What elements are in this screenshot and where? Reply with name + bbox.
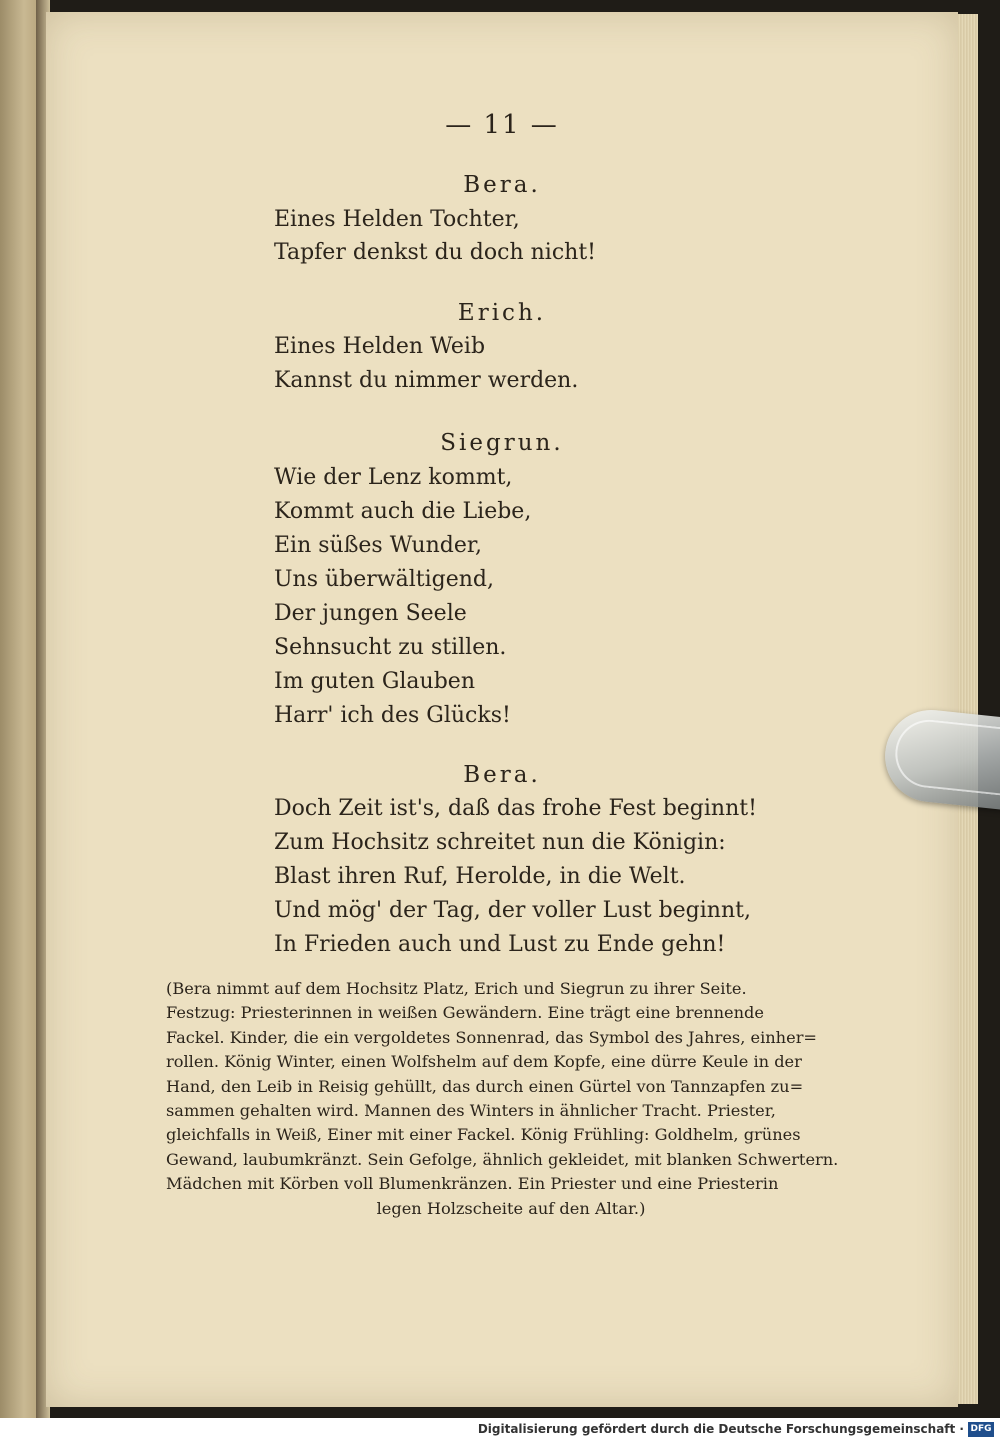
stage-direction-line: Fackel. Kinder, die ein vergoldetes Sonnenrad, das Symbol des Jahres, einher= — [166, 1027, 817, 1047]
verse-line: Kannst du nimmer werden. — [274, 368, 579, 393]
verse-line: In Frieden auch und Lust zu Ende gehn! — [274, 932, 726, 957]
stage-direction-line: gleichfalls in Weiß, Einer mit einer Fackel. König Frühling: Goldhelm, grünes — [166, 1125, 801, 1145]
verse-line: Im guten Glauben — [274, 669, 475, 694]
verse-line: Blast ihren Ruf, Herolde, in die Welt. — [274, 864, 686, 889]
verse-line: Kommt auch die Liebe, — [274, 499, 532, 524]
stage-direction-line: legen Holzscheite auf den Altar.) — [376, 1198, 646, 1218]
digitization-footer — [0, 1418, 1000, 1442]
verse-line: Zum Hochsitz schreitet nun die Königin: — [274, 830, 726, 855]
verse-line: Und mög' der Tag, der voller Lust beginnt, — [274, 898, 751, 923]
verse-line: Der jungen Seele — [274, 601, 467, 626]
stage-direction-line: Mädchen mit Körben voll Blumenkränzen. Ein Priester und eine Priesterin — [166, 1174, 779, 1194]
stage-direction-line: Festzug: Priesterinnen in weißen Gewändern. Eine trägt eine brennende — [166, 1003, 764, 1023]
speaker-name: Bera. — [463, 762, 541, 788]
verse-line: Wie der Lenz kommt, — [274, 465, 513, 490]
verse-line: Ein süßes Wunder, — [274, 533, 482, 558]
speaker-name: Bera. — [463, 172, 541, 198]
funding-credit: Digitalisierung gefördert durch die Deutsche Forschungsgemeinschaft · — [477, 1422, 964, 1436]
verse-line: Tapfer denkst du doch nicht! — [274, 240, 596, 265]
stage-direction-line: (Bera nimmt auf dem Hochsitz Platz, Erich und Siegrun zu ihrer Seite. — [166, 979, 747, 998]
stage-direction-line: rollen. König Winter, einen Wolfshelm auf dem Kopfe, eine dürre Keule in der — [166, 1052, 802, 1072]
stage-direction-line: Gewand, laubumkränzt. Sein Gefolge, ähnlich gekleidet, mit blanken Schwertern. — [166, 1149, 839, 1169]
verse-line: Doch Zeit ist's, daß das frohe Fest beginnt! — [274, 796, 757, 821]
facing-page-edge — [0, 0, 40, 1418]
stage-direction-line: Hand, den Leib in Reisig gehüllt, das durch einen Gürtel von Tannzapfen zu= — [166, 1076, 804, 1096]
book-page — [46, 12, 958, 1407]
speaker-name: Siegrun. — [440, 430, 564, 456]
stage-direction-line: sammen gehalten wird. Mannen des Winters in ähnlicher Tracht. Priester, — [166, 1101, 776, 1121]
verse-line: Harr' ich des Glücks! — [274, 703, 511, 728]
page-clip-highlight — [892, 716, 1000, 795]
verse-line: Sehnsucht zu stillen. — [274, 635, 507, 660]
verse-line: Uns überwältigend, — [274, 567, 494, 592]
page-number: — 11 — — [445, 110, 559, 140]
verse-line: Eines Helden Tochter, — [274, 207, 520, 232]
stage-direction — [166, 977, 856, 1221]
verse-line: Eines Helden Weib — [274, 334, 486, 359]
dfg-logo-icon: DFG — [968, 1422, 994, 1437]
speaker-name: Erich. — [457, 300, 547, 326]
